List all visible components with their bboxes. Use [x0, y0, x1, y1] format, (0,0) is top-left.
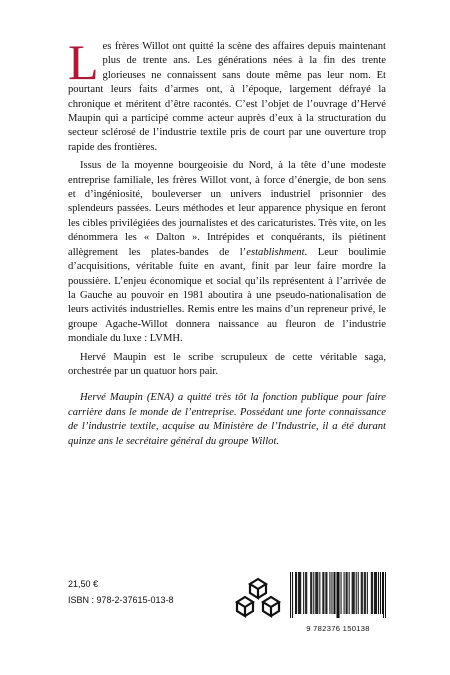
- drop-cap: L: [68, 34, 99, 90]
- barcode-bars: [290, 572, 386, 618]
- paragraph-intro: [68, 34, 386, 155]
- price-isbn-block: [68, 576, 174, 608]
- establishment-italic: establishment: [246, 246, 305, 258]
- paragraph-intro-text: es frères Willot ont quitté la scène des affaires depuis maintenant plus de trente ans. Les générations nées à la fin des trente glorieuses ne connaissent sans doute même pas leur nom. Et pourtant leurs faits d’armes ont, à l’époque, largement défrayé la chronique et méritent d’être racontés. C’est l’objet de l’ouvrage d’Hervé Maupin qui a participé comme acteur auprès d’eux à la structuration du secteur sclérosé de l’industrie textile pris de court par une ouverture trop rapide des frontières.: [68, 41, 386, 153]
- publisher-logo-icon: [233, 573, 283, 629]
- paragraph-story: [68, 159, 386, 346]
- isbn: ISBN : 978-2-37615-013-8: [68, 595, 174, 605]
- paragraph-closing: [68, 351, 386, 380]
- barcode: [290, 572, 386, 633]
- price: 21,50 €: [68, 579, 99, 589]
- back-cover-text: [68, 34, 386, 453]
- paragraph-story-text-b: . Leur boulimie d’acquisitions, véritable fuite en avant, finit par leur faire mordre la poussière. L’enjeu économique et social qu’ils représentent à l’arrivée de la Gauche au pouvoir en 1981 aboutira à une pseudo-nationalisation de leurs activités industrielles. Remis entre les mains d’un repreneur privé, le groupe Agache-Willot donnera naissance au fleuron de l’industrie mondiale du luxe : LVMH.: [68, 246, 386, 345]
- paragraph-closing-text: Hervé Maupin est le scribe scrupuleux de cette véritable saga, orchestrée par un quatuor hors pair.: [68, 351, 386, 377]
- paragraph-story-text-a: Issus de la moyenne bourgeoisie du Nord, à la tête d’une modeste entreprise familiale, les frères Willot vont, à force d’énergie, de bon sens et d’ingéniosité, bouleverser un univers industriel prisonnier des splendeurs passées. Leurs méthodes et leur apparence physique en feront les cibles privilégiées des journalistes et des caricaturistes. Très vite, on les dénommera les « Dalton ». Intrépides et conquérants, ils piétinent allègrement les plates-bandes de l’: [68, 160, 386, 258]
- author-bio: Hervé Maupin (ENA) a quitté très tôt la fonction publique pour faire carrière dans le monde de l’entreprise. Possédant une forte connaissance de l’industrie textile, acquise au Ministère de l’Industrie, il a été durant quinze ans le secrétaire général du groupe Willot.: [68, 392, 386, 447]
- barcode-digits: 9 782376 150138: [306, 624, 370, 633]
